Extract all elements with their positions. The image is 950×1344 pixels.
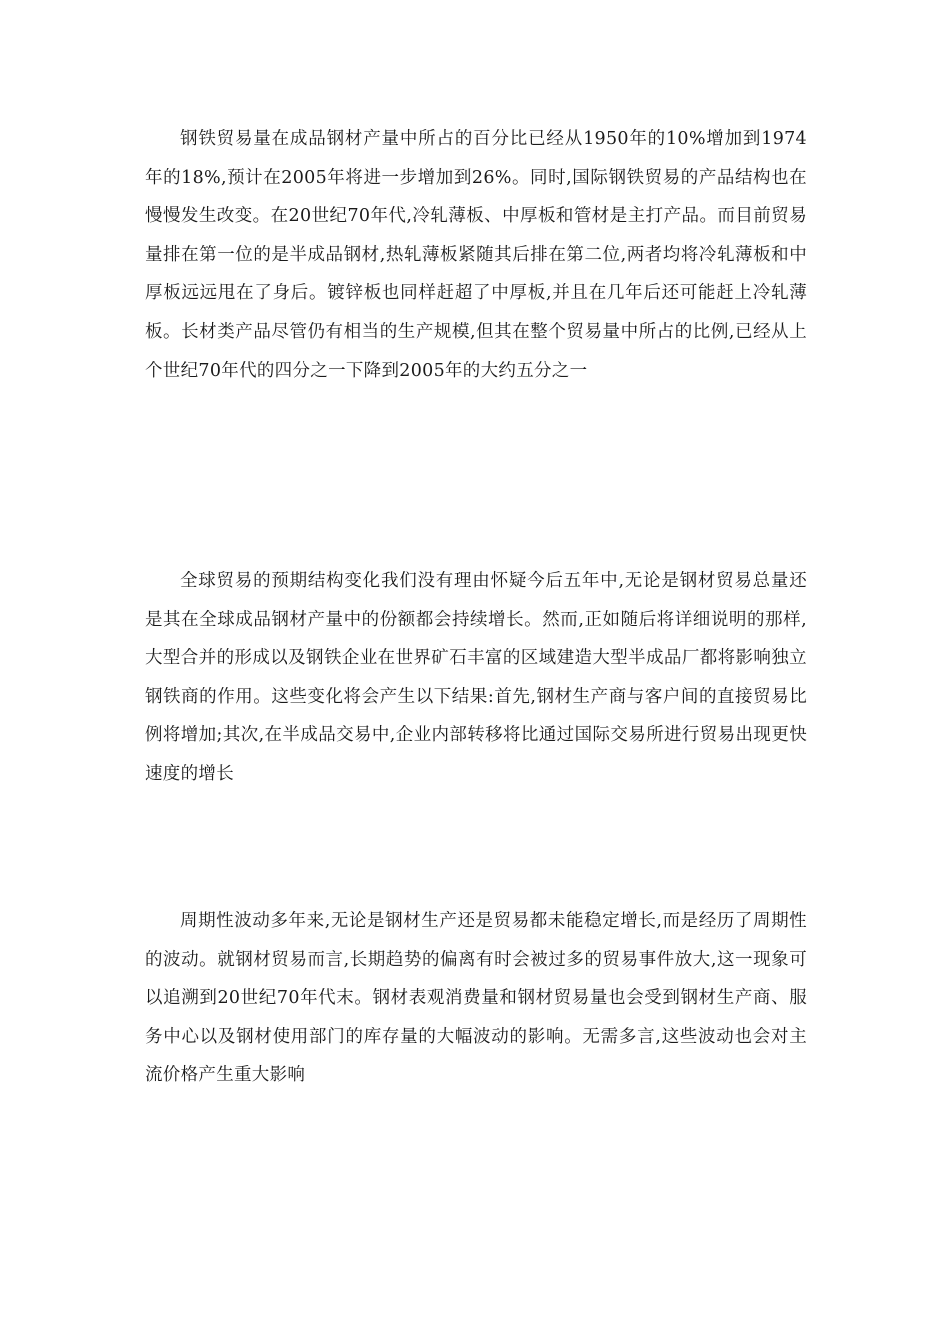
paragraph-cyclical-fluctuation: 周期性波动多年来,无论是钢材生产还是贸易都未能稳定增长,而是经历了周期性的波动。就钢材贸易而言,长期趋势的偏离有时会被过多的贸易事件放大,这一现象可以追溯到20世纪70年代末。钢材表观消费量和钢材贸易量也会受到钢材生产商、服务中心以及钢材使用部门的库存量的大幅波动的影响。无需多言,这些波动也会对主流价格产生重大影响: [145, 911, 807, 1086]
paragraph-global-trade-structure: 全球贸易的预期结构变化我们没有理由怀疑今后五年中,无论是钢材贸易总量还是其在全球成品钢材产量中的份额都会持续增长。然而,正如随后将详细说明的那样,大型合并的形成以及钢铁企业在世界矿石丰富的区域建造大型半成品厂都将影响独立钢铁商的作用。这些变化将会产生以下结果:首先,钢材生产商与客户间的直接贸易比例将增加;其次,在半成品交易中,企业内部转移将比通过国际交易所进行贸易出现更快速度的增长: [145, 571, 807, 784]
paragraph-steel-trade-share: 钢铁贸易量在成品钢材产量中所占的百分比已经从1950年的10%增加到1974年的18%,预计在2005年将进一步增加到26%。同时,国际钢铁贸易的产品结构也在慢慢发生改变。在20世纪70年代,冷轧薄板、中厚板和管材是主打产品。而目前贸易量排在第一位的是半成品钢材,热轧薄板紧随其后排在第二位,两者均将冷轧薄板和中厚板远远甩在了身后。镀锌板也同样赶超了中厚板,并且在几年后还可能赶上冷轧薄板。长材类产品尽管仍有相当的生产规模,但其在整个贸易量中所占的比例,已经从上个世纪70年代的四分之一下降到2005年的大约五分之一: [145, 129, 807, 381]
